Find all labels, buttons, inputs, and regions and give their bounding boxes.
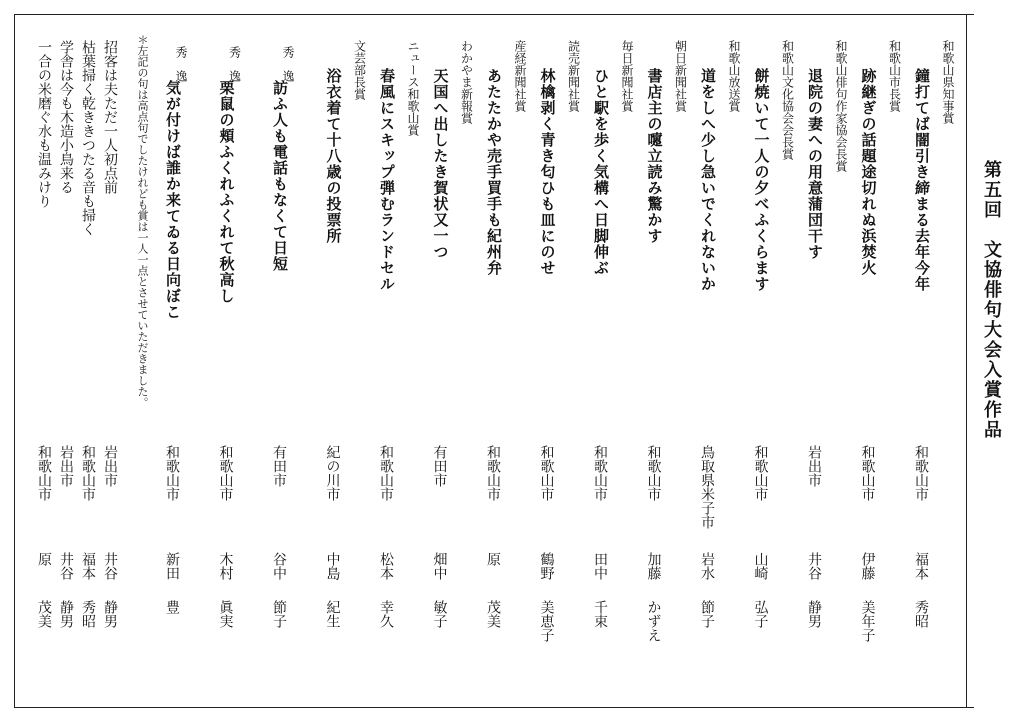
award-label: ニュース和歌山賞: [406, 40, 420, 136]
frame-left-line: [14, 14, 15, 708]
author-city: 岩出市: [806, 445, 822, 487]
author-given-name: 節子: [699, 600, 715, 628]
author-given-name: 幸久: [378, 600, 394, 628]
award-label: 文芸部長賞: [352, 40, 367, 100]
author-city: 有田市: [431, 445, 448, 487]
author-given-name: 弘子: [752, 600, 769, 628]
haiku-text: 気が付けば誰か来てゐる日向ぼこ: [164, 80, 182, 320]
author-city: 岩出市: [58, 445, 74, 487]
author-surname: 井谷: [806, 552, 822, 580]
author-surname: 新田: [164, 552, 180, 580]
author-given-name: かずえ: [645, 600, 662, 642]
author-city: 紀の川市: [324, 445, 341, 501]
haiku-text: 退院の妻への用意蒲団干す: [806, 68, 824, 260]
frame-bottom-line: [14, 707, 974, 708]
author-given-name: 節子: [271, 600, 287, 628]
haiku-text: 道をしへ少し急いでくれないか: [699, 68, 717, 292]
award-label: 秀 逸: [281, 46, 295, 82]
author-surname: 伊藤: [859, 552, 876, 580]
haiku-text: 跡継ぎの話題途切れぬ浜焚火: [859, 68, 878, 276]
author-given-name: 紀生: [324, 600, 341, 628]
award-label: 読売新聞社賞: [566, 40, 581, 112]
author-given-name: 静男: [58, 600, 74, 628]
author-given-name: 秀昭: [913, 600, 929, 628]
author-city: 和歌山市: [859, 445, 876, 501]
author-city: 和歌山市: [538, 445, 555, 501]
haiku-text: 一合の米磨ぐ水も温みけり: [36, 40, 52, 208]
award-label: 朝日新聞社賞: [673, 40, 688, 112]
author-given-name: 静男: [102, 600, 118, 628]
author-city: 和歌山市: [913, 445, 929, 501]
author-surname: 井谷: [58, 552, 74, 580]
author-given-name: 静男: [806, 600, 822, 628]
award-label: わかやま新報賞: [459, 40, 474, 124]
haiku-text: 招客は夫ただ一人初点前: [102, 40, 118, 194]
award-label: 和歌山文化協会会長賞: [780, 40, 795, 160]
award-label: 毎日新聞社賞: [620, 40, 634, 112]
author-city: 和歌山市: [217, 445, 234, 501]
author-given-name: 美年子: [859, 600, 876, 642]
author-surname: 福本: [913, 552, 929, 580]
author-city: 和歌山市: [36, 445, 52, 501]
haiku-text: 餅焼いて一人の夕べふくらます: [752, 68, 771, 292]
author-city: 岩出市: [102, 445, 118, 487]
award-label: 産経新聞社賞: [513, 40, 527, 112]
author-city: 有田市: [271, 445, 287, 487]
author-given-name: 美恵子: [538, 600, 555, 642]
author-given-name: 茂美: [36, 600, 52, 628]
author-surname: 原: [36, 552, 52, 566]
author-given-name: 秀昭: [80, 600, 96, 628]
author-surname: 木村: [217, 552, 234, 580]
haiku-text: あたたかや売手買手も紀州弁: [485, 68, 503, 276]
haiku-text: 天国へ出したき賀状又一つ: [431, 68, 450, 260]
haiku-text: 枯葉掃く乾ききつたる音も掃く: [80, 40, 96, 236]
haiku-text: 栗鼠の頬ふくれふくれて秋高し: [217, 80, 236, 304]
author-given-name: 敏子: [431, 600, 448, 628]
haiku-text: ひと駅を歩く気構へ日脚伸ぶ: [592, 68, 610, 276]
author-surname: 松本: [378, 552, 394, 580]
award-label: 和歌山県知事賞: [941, 40, 955, 124]
author-surname: 井谷: [102, 552, 118, 580]
award-label: 和歌山放送賞: [727, 40, 741, 112]
author-given-name: 豊: [164, 600, 180, 614]
haiku-text: 鐘打てば闇引き締まる去年今年: [913, 68, 931, 292]
author-surname: 中島: [324, 552, 341, 580]
frame-top-line: [14, 14, 974, 15]
author-city: 和歌山市: [645, 445, 662, 501]
author-surname: 加藤: [645, 552, 662, 580]
title-divider: [966, 14, 967, 708]
author-surname: 鶴野: [538, 552, 555, 580]
author-city: 和歌山市: [485, 445, 501, 501]
haiku-text: 書店主の嚔立読み驚かす: [645, 68, 664, 244]
haiku-text: 訪ふ人も電話もなくて日短: [271, 80, 289, 272]
document-title: 第五回 文協俳句大会入賞作品: [981, 160, 1002, 440]
author-surname: 岩水: [699, 552, 715, 580]
author-city: 鳥取県米子市: [699, 445, 715, 529]
haiku-text: 学舎は今も木造小鳥来る: [58, 40, 74, 194]
author-city: 和歌山市: [80, 445, 96, 501]
haiku-text: 浴衣着て十八歳の投票所: [324, 68, 343, 244]
haiku-text: 春風にスキップ弾むランドセル: [378, 68, 396, 292]
author-surname: 福本: [80, 552, 96, 580]
author-city: 和歌山市: [752, 445, 769, 501]
author-given-name: 眞実: [217, 600, 234, 628]
author-city: 和歌山市: [592, 445, 608, 501]
author-given-name: 茂美: [485, 600, 501, 628]
author-surname: 田中: [592, 552, 608, 580]
award-label: 秀 逸: [174, 46, 188, 82]
haiku-text: 林檎剥く青き匂ひも皿にのせ: [538, 68, 557, 276]
award-label: 秀 逸: [227, 46, 242, 82]
author-surname: 原: [485, 552, 501, 566]
author-city: 和歌山市: [378, 445, 394, 501]
author-surname: 畑中: [431, 552, 448, 580]
author-surname: 山崎: [752, 552, 769, 580]
award-label: 和歌山俳句作家協会長賞: [834, 40, 848, 172]
author-city: 和歌山市: [164, 445, 180, 501]
author-given-name: 千束: [592, 600, 608, 628]
award-label: 和歌山市長賞: [887, 40, 902, 112]
footnote: ＊左記の句は高点句でしたけれども賞は一人一点とさせていただきました。: [136, 34, 149, 408]
author-surname: 谷中: [271, 552, 287, 580]
